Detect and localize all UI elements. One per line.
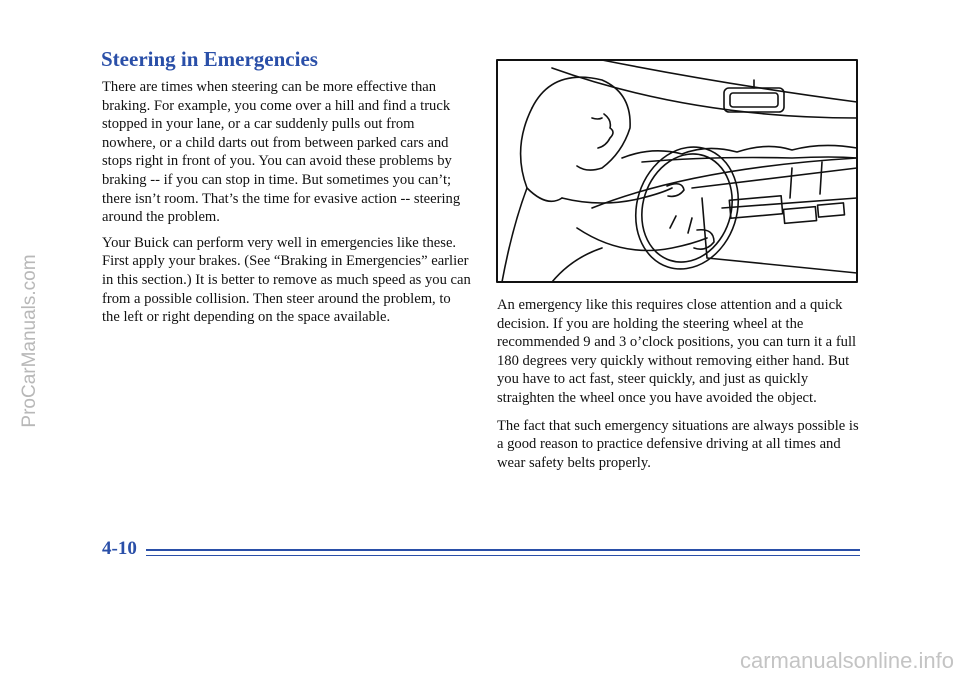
paragraph: Your Buick can perform very well in emergencies like these. First apply your brakes. (See “Braking in Emergencies” earlier in this section.) It is better to remove as much speed as you can from a possible collision. Then steer around the problem, to the left or right depending on the space available.	[102, 234, 471, 326]
left-column	[102, 78, 472, 334]
driver-illustration	[492, 58, 862, 286]
footer-rule	[146, 549, 860, 551]
site-footer-link[interactable]: carmanualsonline.info	[739, 648, 954, 673]
watermark-text: ProCarManuals.com	[19, 254, 40, 428]
right-column	[497, 296, 867, 481]
paragraph: The fact that such emergency situations are always possible is a good reason to practice defensive driving at all times and wear safety belts properly.	[497, 417, 859, 471]
footer-rule-thin	[146, 555, 860, 556]
page-number: 4-10	[102, 538, 137, 559]
section-heading: Steering in Emergencies	[101, 47, 318, 71]
paragraph: There are times when steering can be more effective than braking. For example, you come over a hill and find a truck stopped in your lane, or a car suddenly pulls out from nowhere, or a child darts out from between parked cars and stops right in front of you. You can avoid these problems by braking -- if you can stop in time. But sometimes you can’t; there isn’t room. That’s the time for evasive action -- steering around the problem.	[102, 79, 461, 226]
paragraph: An emergency like this requires close attention and a quick decision. If you are holding the steering wheel at the recommended 9 and 3 o’clock positions, you can turn it a full 180 degrees very quickly without removing either hand. But you have to act fast, steer quickly, and just as quickly straighten the wheel once you have avoided the object.	[497, 297, 857, 406]
